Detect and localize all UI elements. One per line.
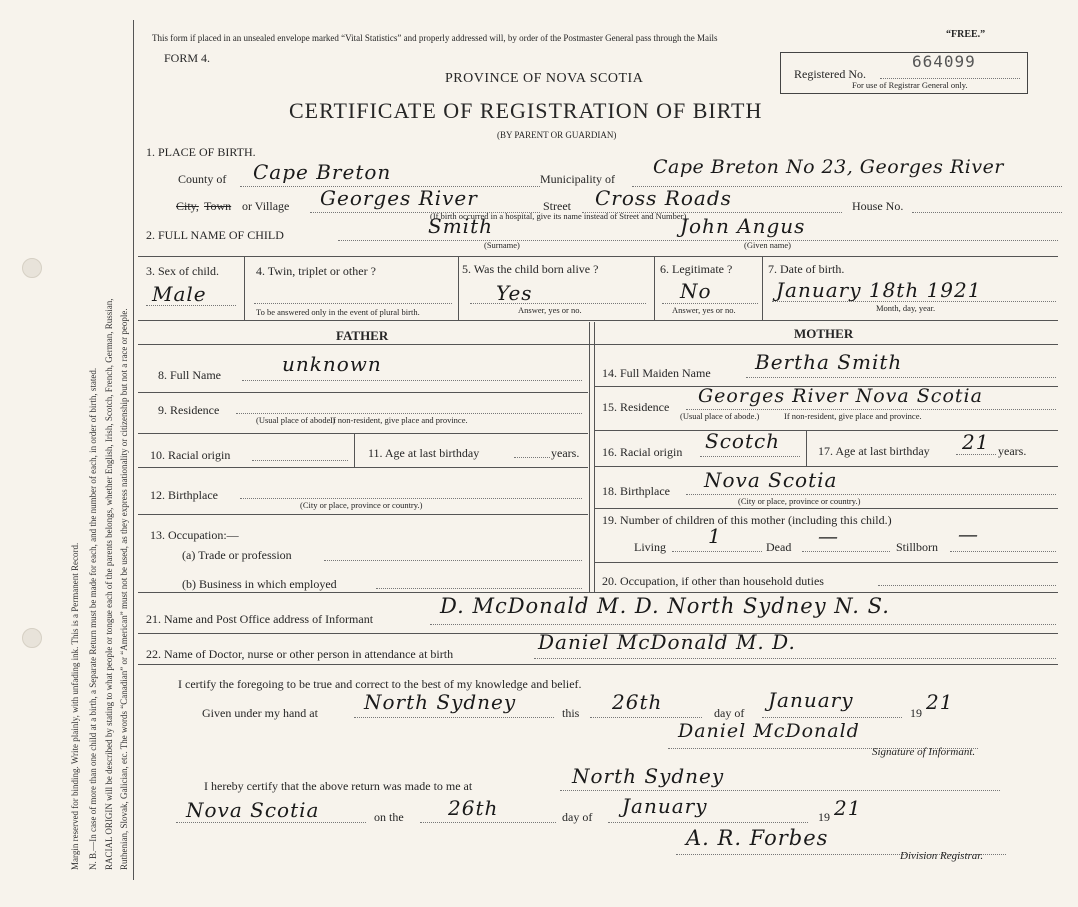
mother-years-label: years. — [998, 444, 1027, 458]
mother-rule-5 — [595, 562, 1058, 563]
side-note-binding: Margin reserved for binding. Write plainly, with unfading ink. This is a Permanent Record. — [70, 542, 80, 870]
legitimate-value: No — [680, 279, 712, 303]
certify-place-line — [354, 717, 554, 718]
father-rule-1 — [138, 392, 588, 393]
father-trade-label: (a) Trade or profession — [182, 548, 292, 562]
child-name-line — [338, 240, 1058, 241]
mother-birthplace-value: Nova Scotia — [704, 468, 838, 492]
father-racial-age-divider — [354, 433, 355, 467]
father-rule-4 — [138, 514, 588, 515]
mother-occupation-line — [878, 585, 1056, 586]
legitimate-caption: Answer, yes or no. — [672, 305, 736, 315]
stillborn-line — [950, 551, 1056, 552]
certificate-subtitle: (BY PARENT OR GUARDIAN) — [497, 130, 617, 140]
father-business-line — [376, 588, 582, 589]
binding-hole-bottom — [22, 628, 42, 648]
father-occupation-label: 13. Occupation:— — [150, 528, 239, 542]
registrar-province: Nova Scotia — [186, 798, 320, 822]
certify-statement: I certify the foregoing to be true and correct to the best of my knowledge and belief. — [178, 677, 582, 691]
child-surname: Smith — [428, 214, 493, 238]
stillborn-value: — — [958, 522, 979, 546]
registrar-province-line — [176, 822, 366, 823]
certify-day-of: day of — [714, 706, 745, 720]
mailing-note: This form if placed in an unsealed envelope marked “Vital Statistics” and properly addressed will, by order of the Postmaster General pass through the Mails — [152, 33, 718, 43]
col-divider-sex — [244, 256, 245, 320]
mother-residence-line — [686, 409, 1056, 410]
registrar-signature: A. R. Forbes — [686, 826, 829, 850]
stillborn-label: Stillborn — [896, 540, 939, 554]
mother-age-value: 21 — [962, 430, 990, 454]
registered-number-line — [880, 78, 1020, 79]
city-label: City, — [176, 199, 199, 213]
registrar-day: 26th — [448, 796, 499, 820]
side-note-multiple-births: N. B.—In case of more than one child at a birth, a Separate Return must be made for each, and the number of each, in order of birth, stated. — [88, 367, 98, 870]
dead-line — [802, 551, 890, 552]
street-label: Street — [543, 199, 571, 213]
father-business-label: (b) Business in which employed — [182, 577, 337, 591]
mother-rule-3 — [595, 466, 1058, 467]
registered-number: 664099 — [912, 52, 976, 71]
twin-label: 4. Twin, triplet or other ? — [256, 264, 376, 278]
side-note-racial-origin-2: Ruthenian, Slovak, Galician, etc. The words “Canadian” or “American” must not be used, as they express nationality or citizenship but not a race or people. — [119, 308, 129, 870]
given-name-caption: (Given name) — [744, 240, 791, 250]
father-residence-line — [236, 413, 582, 414]
mother-age-label: 17. Age at last birthday — [818, 444, 930, 458]
father-rule-2 — [138, 433, 588, 434]
mother-residence-label: 15. Residence — [602, 400, 670, 414]
father-city-caption: (City or place, province or country.) — [300, 500, 423, 510]
rule-above-child-row — [138, 256, 1058, 257]
registrar-month: January — [622, 794, 708, 818]
date-label: 7. Date of birth. — [768, 262, 845, 276]
father-racial-label: 10. Racial origin — [150, 448, 231, 462]
certify-day: 26th — [612, 690, 663, 714]
dead-label: Dead — [766, 540, 792, 554]
mother-racial-age-divider — [806, 430, 807, 466]
father-name-label: 8. Full Name — [158, 368, 221, 382]
county-value: Cape Breton — [253, 160, 392, 184]
col-divider-alive — [654, 256, 655, 320]
mother-name-line — [746, 377, 1056, 378]
surname-caption: (Surname) — [484, 240, 520, 250]
mother-occupation-label: 20. Occupation, if other than household duties — [602, 574, 824, 588]
registrar-place: North Sydney — [572, 764, 725, 788]
father-abode-caption: (Usual place of abode.) — [256, 415, 336, 425]
rule-above-certify — [138, 664, 1058, 665]
sex-label: 3. Sex of child. — [146, 264, 219, 278]
father-rule-3 — [138, 467, 588, 468]
registrar-general-note: For use of Registrar General only. — [852, 80, 968, 90]
mother-racial-value: Scotch — [705, 429, 781, 453]
alive-value: Yes — [496, 281, 533, 305]
living-line — [672, 551, 762, 552]
father-mother-divider — [589, 322, 590, 592]
mother-name-label: 14. Full Maiden Name — [602, 366, 711, 380]
doctor-label: 22. Name of Doctor, nurse or other person in attendance at birth — [146, 647, 454, 661]
informant-value: D. McDonald M. D. North Sydney N. S. — [440, 594, 890, 618]
mother-age-line — [956, 454, 996, 455]
rule-below-child-row — [138, 320, 1058, 321]
free-label: “FREE.” — [946, 29, 986, 40]
date-value: January 18th 1921 — [776, 278, 982, 302]
mother-rule-4 — [595, 508, 1058, 509]
hospital-note: (If birth occurred in a hospital, give its name instead of Street and Number) — [430, 211, 687, 221]
village-label: or Village — [242, 199, 290, 213]
registrar-month-line — [608, 822, 808, 823]
mother-name-value: Bertha Smith — [755, 350, 903, 374]
form-number: FORM 4. — [164, 51, 211, 65]
side-note-racial-origin-1: RACIAL ORIGIN will be described by stating to what people or tongue each of the parents belongs, whether English, Irish, Scotch, French, German, Russian, — [104, 298, 114, 870]
father-racial-line — [252, 460, 348, 461]
municipality-value: Cape Breton No 23, Georges River — [653, 156, 1004, 178]
col-divider-twin — [458, 256, 459, 320]
registered-label: Registered No. — [794, 67, 866, 81]
registrar-signature-caption: Division Registrar. — [900, 850, 984, 862]
child-name-label: 2. FULL NAME OF CHILD — [146, 228, 284, 242]
father-residence-label: 9. Residence — [158, 403, 220, 417]
date-caption: Month, day, year. — [876, 303, 936, 313]
sex-line — [146, 305, 236, 306]
dead-value: — — [818, 524, 839, 548]
mother-birthplace-line — [686, 494, 1056, 495]
informant-label: 21. Name and Post Office address of Informant — [146, 612, 374, 626]
informant-line — [430, 624, 1056, 625]
father-mother-divider-2 — [594, 322, 595, 592]
house-label: House No. — [852, 199, 904, 213]
mother-city-caption: (City or place, province or country.) — [738, 496, 861, 506]
certify-month: January — [768, 688, 854, 712]
side-margin — [0, 0, 132, 907]
legitimate-label: 6. Legitimate ? — [660, 262, 733, 276]
rule-above-informant — [138, 592, 1058, 593]
province-title: PROVINCE OF NOVA SCOTIA — [445, 71, 644, 86]
informant-signature: Daniel McDonald — [678, 720, 860, 742]
alive-caption: Answer, yes or no. — [518, 305, 582, 315]
registrar-statement: I hereby certify that the above return was made to me at — [204, 779, 473, 793]
alive-line — [470, 303, 646, 304]
doctor-value: Daniel McDonald M. D. — [538, 630, 796, 654]
registrar-on-the: on the — [374, 810, 404, 824]
doctor-line — [534, 658, 1056, 659]
registrar-place-line — [560, 790, 1000, 791]
municipality-label: Municipality of — [540, 172, 615, 186]
mother-children-label: 19. Number of children of this mother (including this child.) — [602, 513, 892, 527]
margin-rule — [133, 20, 134, 880]
father-years-label: years. — [551, 446, 580, 460]
date-line — [772, 301, 1056, 302]
county-label: County of — [178, 172, 227, 186]
living-value: 1 — [708, 524, 722, 548]
father-trade-line — [324, 560, 582, 561]
father-birthplace-label: 12. Birthplace — [150, 488, 218, 502]
father-name-line — [242, 380, 582, 381]
father-birthplace-line — [240, 498, 582, 499]
registrar-day-of: day of — [562, 810, 593, 824]
informant-signature-caption: Signature of Informant. — [872, 746, 976, 758]
street-value: Cross Roads — [595, 186, 732, 210]
legitimate-line — [662, 303, 758, 304]
father-age-line — [514, 457, 550, 458]
certificate-title: CERTIFICATE OF REGISTRATION OF BIRTH — [289, 98, 763, 123]
house-line — [912, 212, 1062, 213]
town-label: Town — [204, 199, 232, 213]
registrar-year-prefix: 19 — [818, 810, 830, 824]
alive-label: 5. Was the child born alive ? — [462, 262, 599, 276]
registrar-year-suffix: 21 — [834, 796, 862, 820]
certify-day-line — [590, 717, 702, 718]
mother-racial-line — [700, 456, 800, 457]
mother-residence-value: Georges River Nova Scotia — [698, 385, 983, 407]
certify-place: North Sydney — [364, 690, 517, 714]
living-label: Living — [634, 540, 666, 554]
mother-nonres-caption: If non-resident, give place and province. — [784, 411, 922, 421]
col-divider-legit — [762, 256, 763, 320]
father-name-value: unknown — [282, 352, 382, 376]
certify-year-prefix: 19 — [910, 706, 922, 720]
rule-under-headings — [138, 344, 1058, 345]
village-value: Georges River — [320, 186, 478, 210]
mother-racial-label: 16. Racial origin — [602, 445, 683, 459]
registrar-day-line — [420, 822, 556, 823]
mother-heading: MOTHER — [794, 326, 854, 341]
certify-this-label: this — [562, 706, 580, 720]
father-heading: FATHER — [336, 328, 389, 343]
certify-given-label: Given under my hand at — [202, 706, 318, 720]
certify-month-line — [762, 717, 902, 718]
binding-hole-top — [22, 258, 42, 278]
father-nonres-caption: If non-resident, give place and province. — [330, 415, 468, 425]
twin-line — [254, 303, 452, 304]
child-given-name: John Angus — [680, 214, 806, 238]
section-place-of-birth: 1. PLACE OF BIRTH. — [146, 145, 256, 159]
twin-note: To be answered only in the event of plural birth. — [256, 307, 420, 317]
mother-abode-caption: (Usual place of abode.) — [680, 411, 760, 421]
mother-birthplace-label: 18. Birthplace — [602, 484, 670, 498]
father-age-label: 11. Age at last birthday — [368, 446, 480, 460]
certify-year-suffix: 21 — [926, 690, 954, 714]
sex-value: Male — [152, 282, 207, 306]
